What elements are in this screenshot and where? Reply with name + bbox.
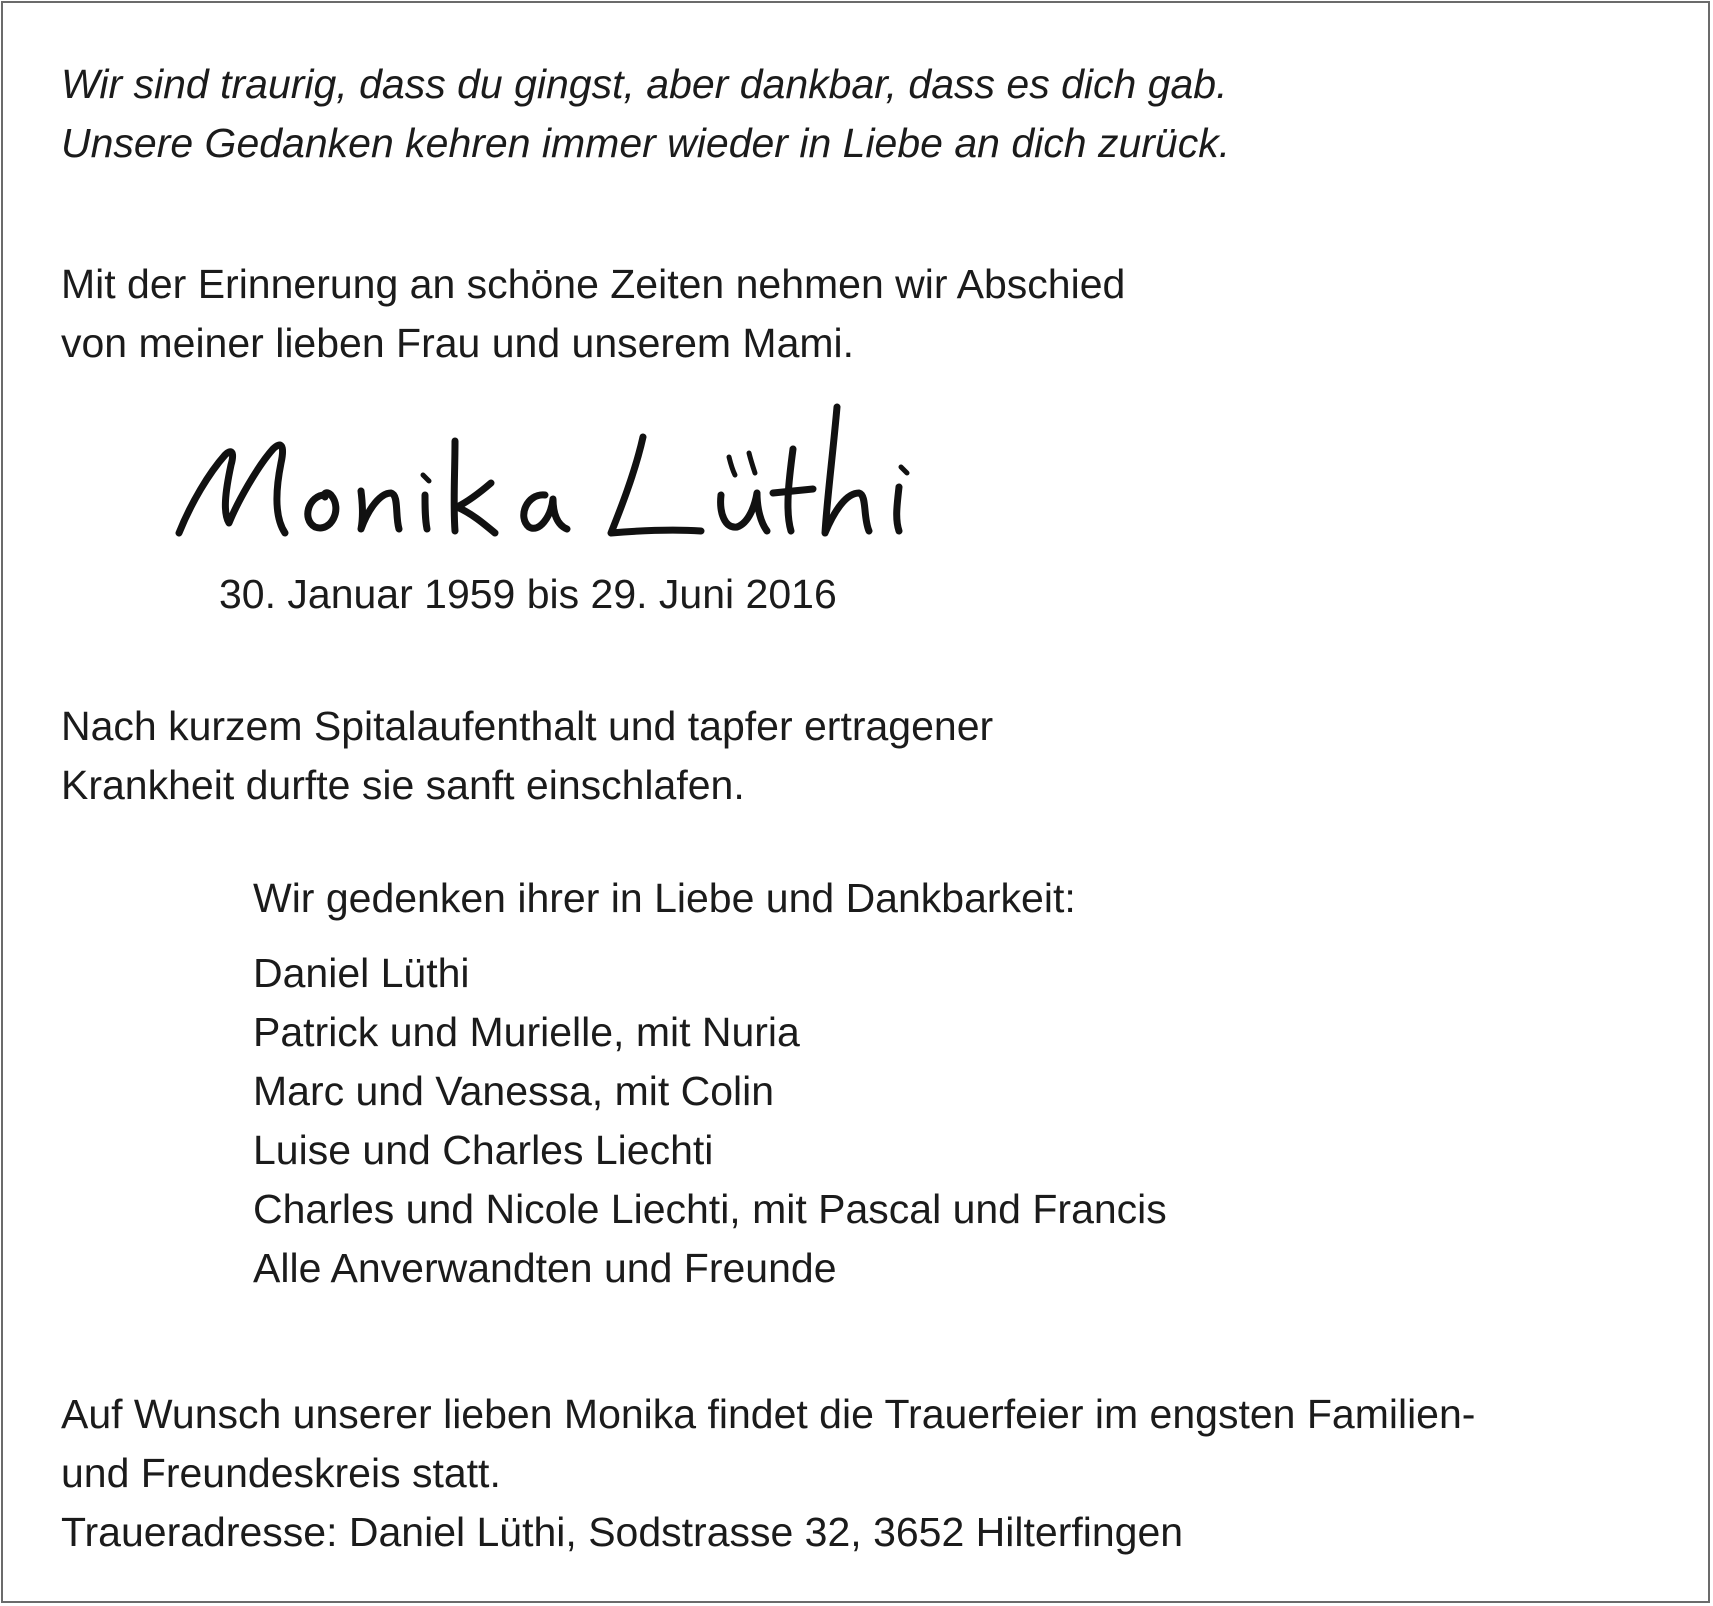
passing-text [61,697,993,815]
notice-line: Traueradresse: Daniel Lüthi, Sodstrasse 32, 3652 Hilterfingen [61,1509,1184,1555]
notice-line: Auf Wunsch unserer lieben Monika findet die Trauerfeier im engsten Familien- [61,1391,1476,1437]
passing-line: Nach kurzem Spitalaufenthalt und tapfer ertragener [61,703,994,749]
mourners-list [253,869,1167,1298]
mourner-name: Daniel Lüthi [253,950,470,996]
obituary-card [1,1,1710,1603]
mourner-name: Marc und Vanessa, mit Colin [253,1068,775,1114]
intro-line: Mit der Erinnerung an schöne Zeiten nehmen wir Abschied [61,261,1126,307]
mourner-name: Patrick und Murielle, mit Nuria [253,1009,800,1055]
motto-quote [61,55,1230,173]
mourners-heading: Wir gedenken ihrer in Liebe und Dankbarkeit: [253,875,1076,921]
motto-line: Wir sind traurig, dass du gingst, aber dankbar, dass es dich gab. [61,61,1228,107]
intro-line: von meiner lieben Frau und unserem Mami. [61,320,855,366]
notice-line: und Freundeskreis statt. [61,1450,501,1496]
life-dates: 30. Januar 1959 bis 29. Juni 2016 [219,571,837,617]
passing-line: Krankheit durfte sie sanft einschlafen. [61,762,745,808]
motto-line: Unsere Gedanken kehren immer wieder in Liebe an dich zurück. [61,120,1231,166]
portrait-photo [1203,258,1653,838]
funeral-notice [61,1385,1475,1562]
farewell-intro [61,255,1125,373]
mourner-name: Luise und Charles Liechti [253,1127,714,1173]
name-signature [173,383,933,563]
mourner-name: Charles und Nicole Liechti, mit Pascal und Francis [253,1186,1167,1232]
mourner-name: Alle Anverwandten und Freunde [253,1245,837,1291]
